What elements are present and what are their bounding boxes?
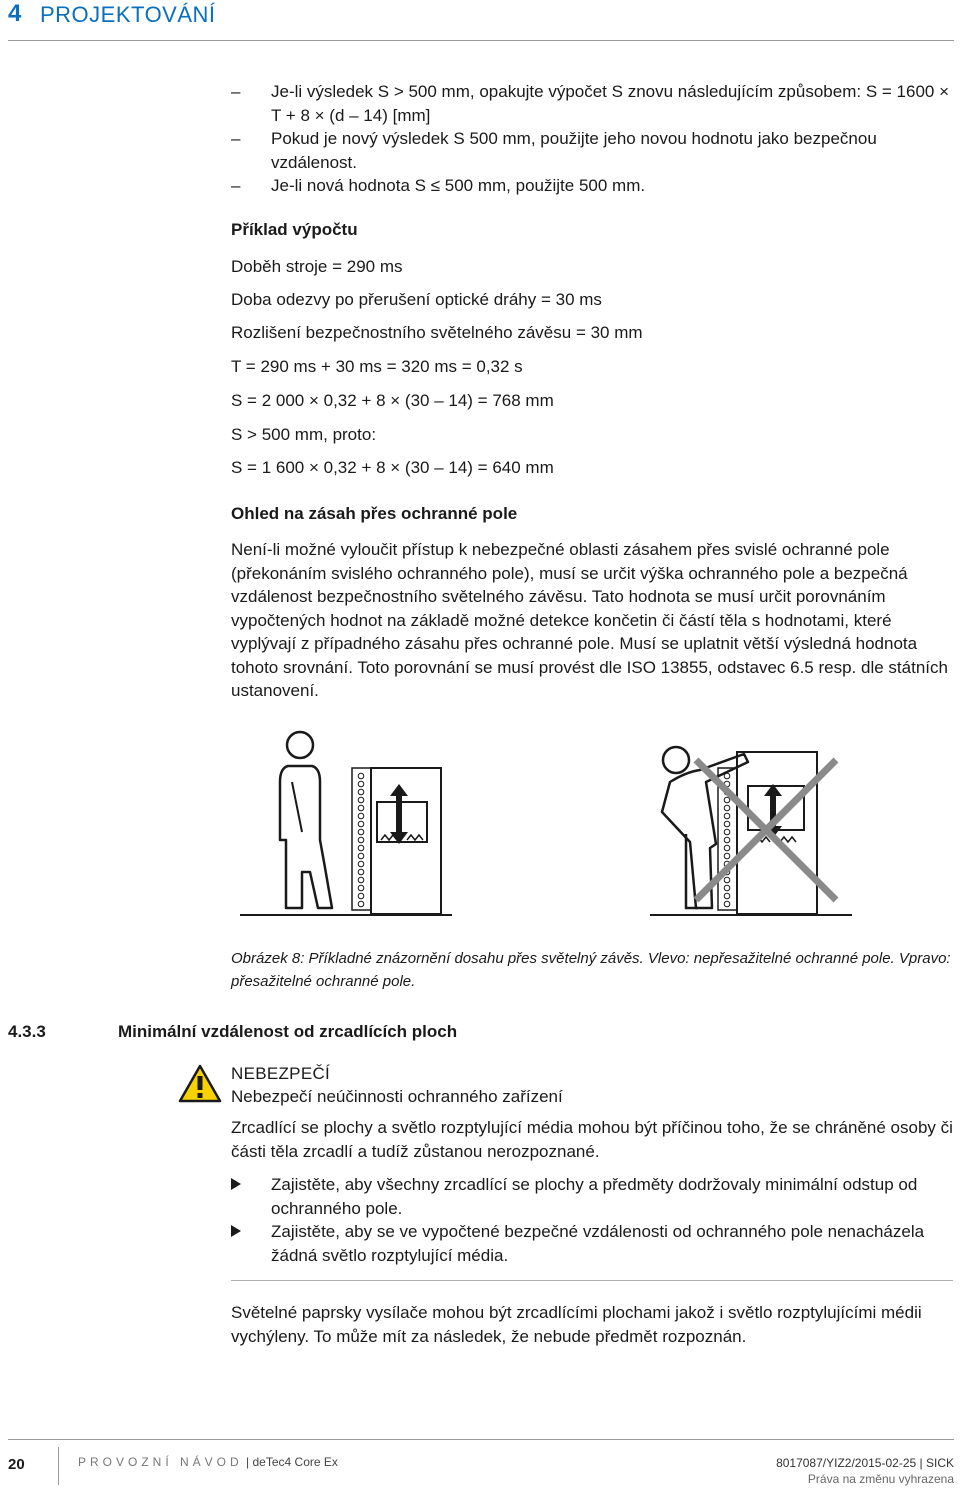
list-item-text: Je-li nová hodnota S ≤ 500 mm, použijte 500 mm.: [271, 176, 646, 195]
list-item: [231, 80, 951, 127]
calc-line: Rozlišení bezpečnostního světelného závěsu = 30 mm: [231, 323, 643, 342]
person-body-right: [662, 754, 748, 908]
calc-line: Doběh stroje = 290 ms: [231, 257, 403, 276]
bullet-text: Zajistěte, aby všechny zrcadlící se plochy a předměty dodržovaly minimální odstup od ochranného pole.: [271, 1175, 918, 1218]
brand: SICK: [925, 1456, 954, 1470]
dash-marker: –: [231, 176, 241, 195]
calc-line: Doba odezvy po přerušení optické dráhy = 30 ms: [231, 290, 602, 309]
product-name: deTec4 Core Ex: [252, 1455, 338, 1469]
reach-over-heading: Ohled na zásah přes ochranné pole: [231, 504, 518, 523]
calc-line: T = 290 ms + 30 ms = 320 ms = 0,32 s: [231, 357, 523, 376]
figure-caption: Obrázek 8: Příkladné znázornění dosahu přes světelný závěs. Vlevo: nepřesažitelné ochranné pole. Vpravo: přesažitelné ochranné pole.: [231, 950, 951, 990]
list-item-text: Pokud je nový výsledek S 500 mm, použijte jeho novou hodnotu jako bezpečnou vzdálenost.: [271, 129, 877, 172]
final-paragraph: Světelné paprsky vysílače mohou být zrcadlícími plochami jakož i světlo rozptylujícími médii vychýleny. To může mít za následek, že nebude předmět rozpoznán.: [231, 1303, 922, 1346]
section-title: Minimální vzdálenost od zrcadlících ploch: [118, 1022, 458, 1041]
warning-body: Zrcadlící se plochy a světlo rozptylující média mohou být příčinou toho, že se chráněné osoby či části těla zrcadlí a tudíž zůstanou nerozpoznané.: [231, 1118, 953, 1161]
calc-line: S = 1 600 × 0,32 + 8 × (30 – 14) = 640 mm: [231, 458, 554, 477]
bullet-text: Zajistěte, aby se ve vypočtené bezpečné vzdálenosti od ochranného pole nenacházela žádná světlo rozptylující média.: [271, 1222, 925, 1265]
list-item: [231, 127, 951, 174]
doc-id: 8017087/YIZ2/2015-02-25: [776, 1456, 917, 1470]
footer-divider: [8, 1439, 954, 1440]
list-item: [231, 1173, 953, 1220]
calc-line: S > 500 mm, proto:: [231, 425, 377, 444]
example-heading: Příklad výpočtu: [231, 220, 358, 239]
chapter-title: PROJEKTOVÁNÍ: [40, 2, 216, 27]
machine-right: [737, 752, 817, 914]
reach-figure: [236, 722, 856, 922]
dash-marker: –: [231, 82, 241, 101]
page-number: 20: [8, 1456, 25, 1473]
calc-line: S = 2 000 × 0,32 + 8 × (30 – 14) = 768 mm: [231, 391, 554, 410]
list-item: [231, 1220, 953, 1267]
footer-separator-char: |: [246, 1455, 250, 1469]
bullet-triangle-icon: [231, 1225, 241, 1237]
warning-divider: [231, 1280, 953, 1281]
left-illustration: [240, 732, 452, 915]
dash-marker: –: [231, 129, 241, 148]
footer-doc-info: [78, 1455, 338, 1469]
rights-note: Práva na změnu vyhrazena: [807, 1472, 954, 1486]
person-body-left: [280, 766, 332, 908]
warning-title: NEBEZPEČÍ: [231, 1064, 331, 1083]
warning-subtitle: Nebezpečí neúčinnosti ochranného zařízení: [231, 1087, 563, 1106]
footer-separator-char: |: [919, 1456, 923, 1470]
person-head-left: [287, 732, 313, 758]
warning-triangle-icon: [178, 1064, 222, 1104]
list-item: [231, 174, 951, 198]
bullet-triangle-icon: [231, 1178, 241, 1190]
footer-right: [776, 1455, 954, 1487]
list-item-text: Je-li výsledek S > 500 mm, opakujte výpočet S znovu následujícím způsobem: S = 1600 × T + 8 × (d – 14) [mm]: [271, 82, 949, 125]
footer-separator: [58, 1447, 59, 1485]
header-divider: [8, 40, 954, 41]
reach-over-paragraph: Není-li možné vyloučit přístup k nebezpečné oblasti zásahem přes svislé ochranné pole (překonáním svislého ochranného pole), musí se určit výška ochranného pole a bezpečná vzdálenost bezpečnostního světelného závěsu. Tato hodnota se musí určit porovnáním vypočtených hodnot na základě možné detekce končetin či částí těla s hodnotami, které vyplývají z případného zásahu přes ochranné pole. Musí se uplatnit větší výsledná hodnota tohoto srovnání. Toto porovnání se musí provést dle ISO 13855, odstavec 6.5 resp. dle státních ustanovení.: [231, 540, 948, 700]
doc-type: PROVOZNÍ NÁVOD: [78, 1455, 243, 1469]
right-illustration: [650, 747, 852, 915]
dash-list: [231, 80, 951, 198]
person-head-right: [663, 747, 689, 773]
warning-bullets: [231, 1173, 953, 1267]
chapter-number: 4: [8, 0, 22, 27]
section-number: 4.3.3: [8, 1022, 46, 1041]
